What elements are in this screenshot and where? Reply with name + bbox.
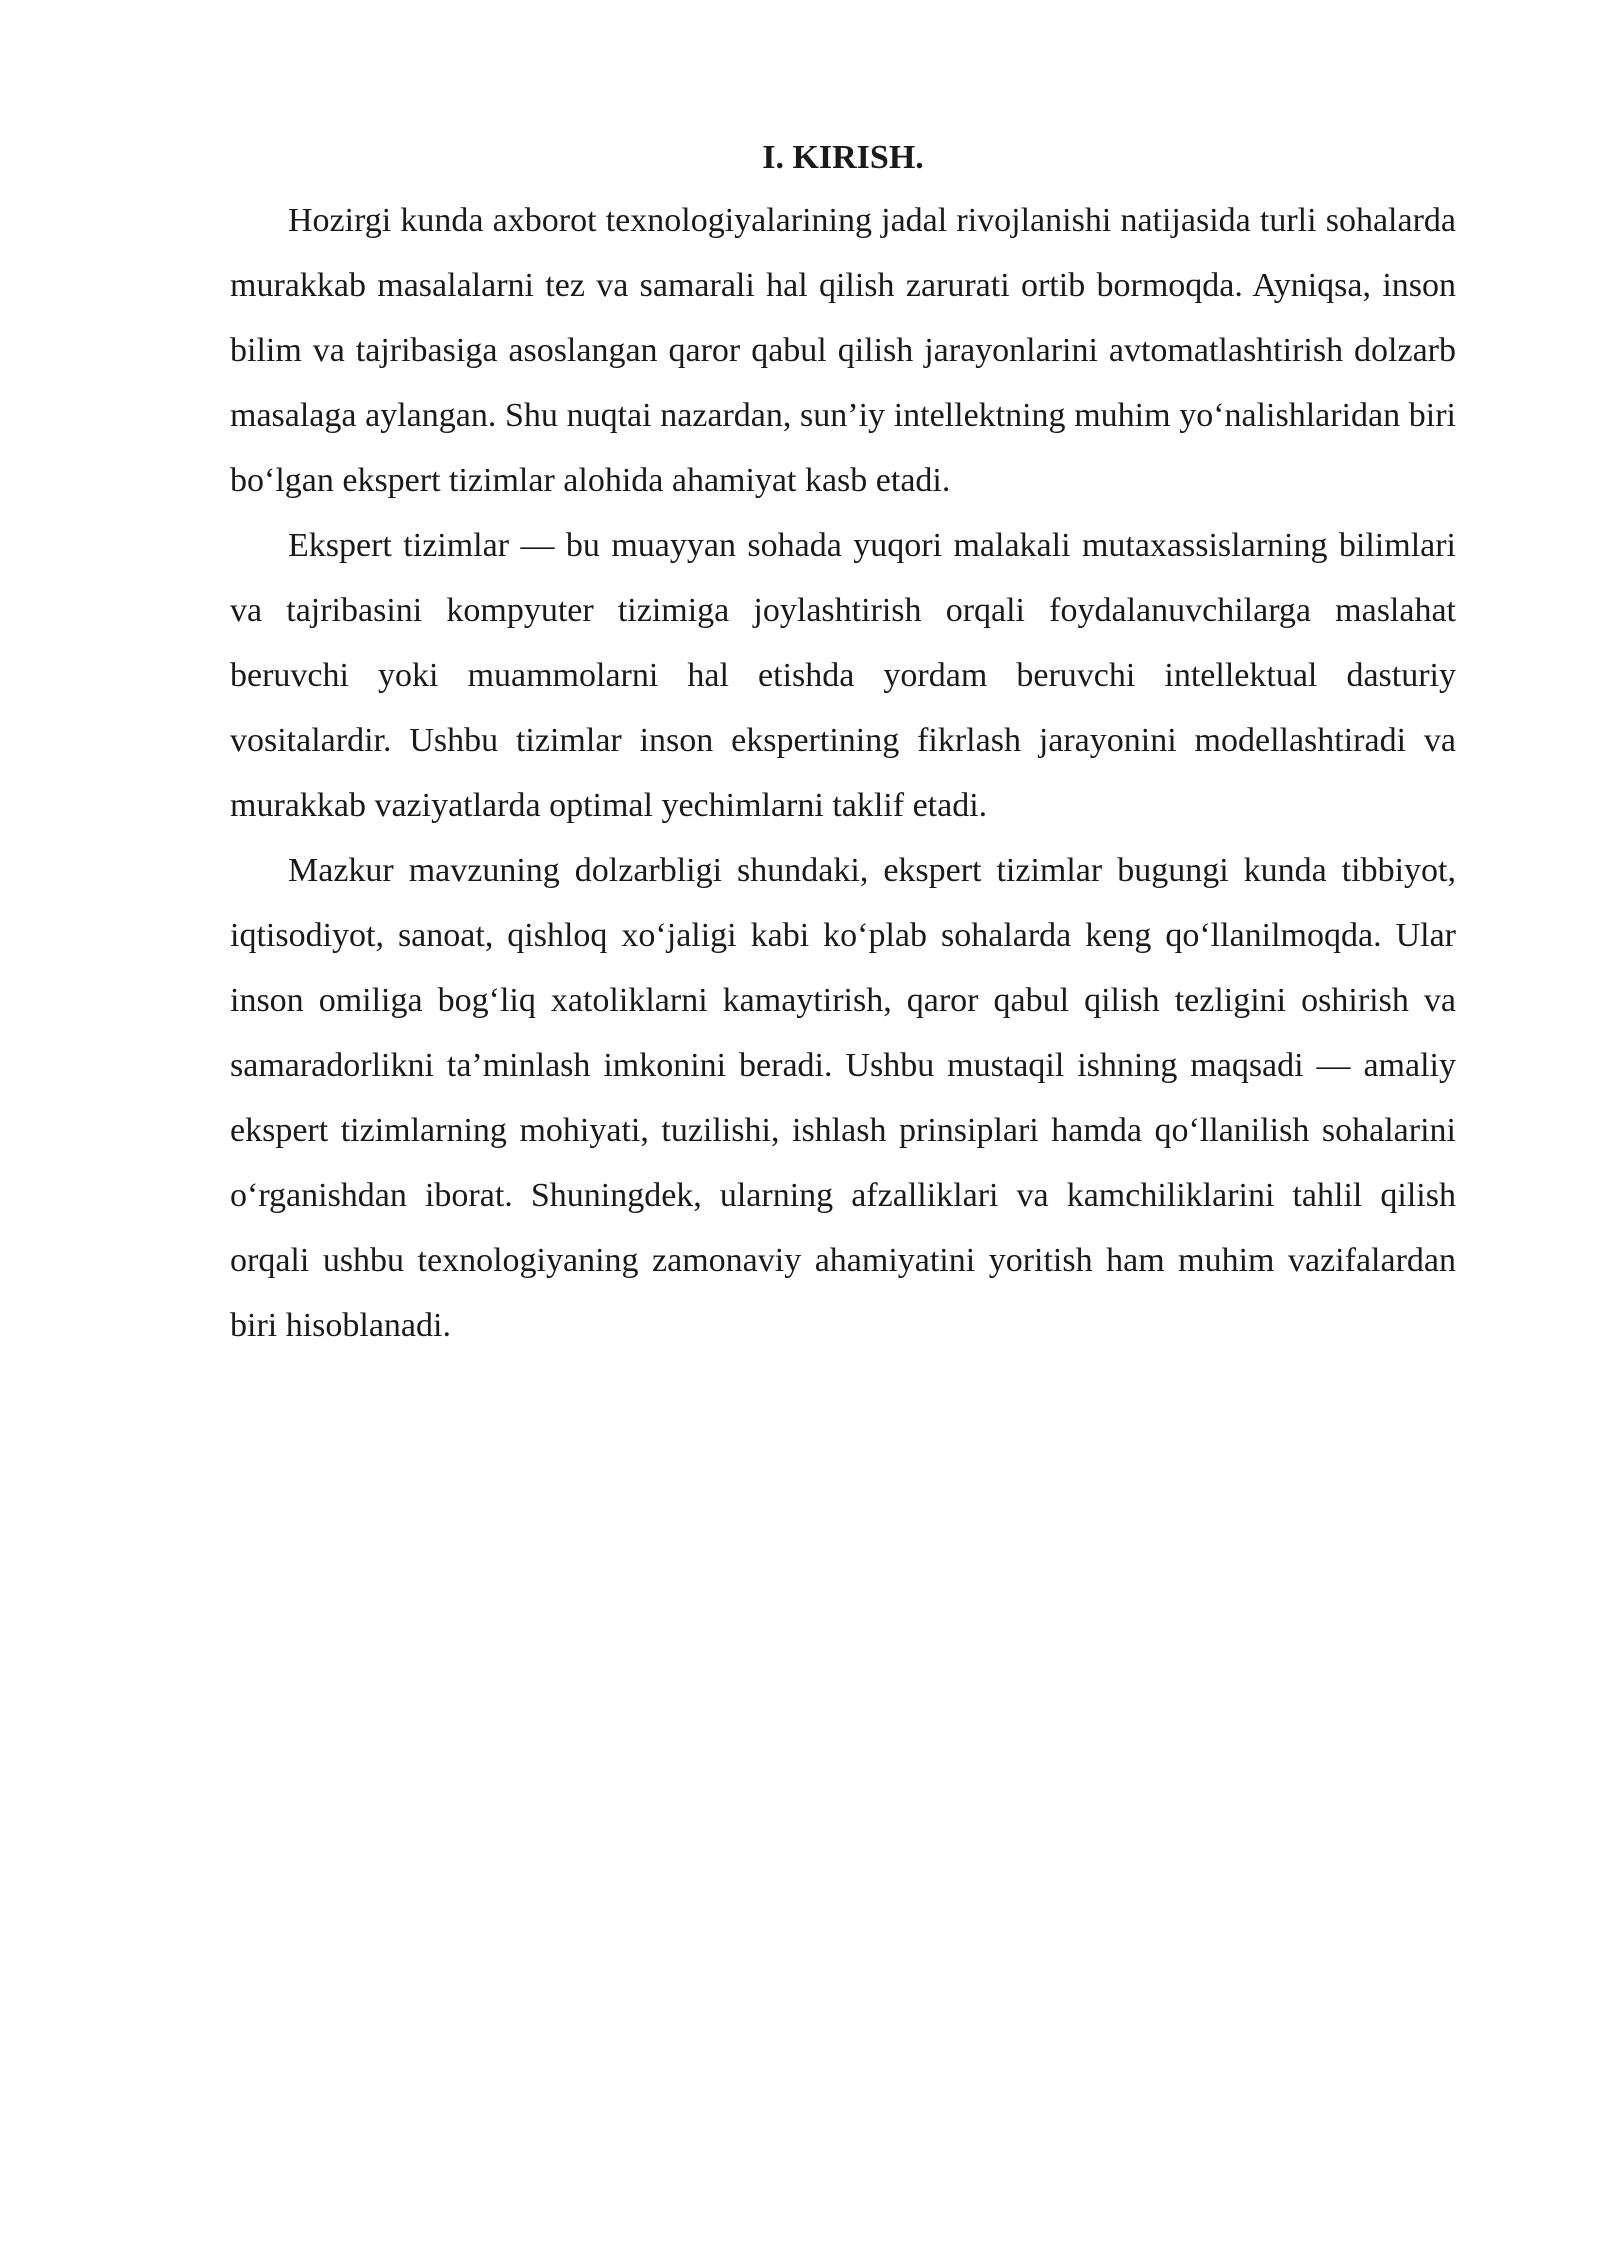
document-body [230,128,1456,1358]
paragraph-2: Ekspert tizimlar — bu muayyan sohada yuqori malakali mutaxassislarning bilimlari va tajribasini kompyuter tizimiga joylashtirish orqali foydalanuvchilarga maslahat beruvchi yoki muammolarni hal etishda yordam beruvchi intellektual dasturiy vositalardir. Ushbu tizimlar inson ekspertining fikrlash jarayonini modellashtiradi va murakkab vaziyatlarda optimal yechimlarni taklif etadi. [230,527,1456,824]
section-heading: I. KIRISH. [762,139,924,176]
paragraph-3: Mazkur mavzuning dolzarbligi shundaki, ekspert tizimlar bugungi kunda tibbiyot, iqtisodiyot, sanoat, qishloq xo‘jaligi kabi ko‘plab sohalarda keng qo‘llanilmoqda. Ular inson omiliga bog‘liq xatoliklarni kamaytirish, qaror qabul qilish tezligini oshirish va samaradorlikni ta’minlash imkonini beradi. Ushbu mustaqil ishning maqsadi — amaliy ekspert tizimlarning mohiyati, tuzilishi, ishlash prinsiplari hamda qo‘llanilish sohalarini o‘rganishdan iborat. Shuningdek, ularning afzalliklari va kamchiliklarini tahlil qilish orqali ushbu texnologiyaning zamonaviy ahamiyatini yoritish ham muhim vazifalardan biri hisoblanadi. [230,852,1456,1344]
paragraph-1: Hozirgi kunda axborot texnologiyalarining jadal rivojlanishi natijasida turli sohalarda murakkab masalalarni tez va samarali hal qilish zarurati ortib bormoqda. Ayniqsa, inson bilim va tajribasiga asoslangan qaror qabul qilish jarayonlarini avtomatlashtirish dolzarb masalaga aylangan. Shu nuqtai nazardan, sun’iy intellektning muhim yo‘nalishlaridan biri bo‘lgan ekspert tizimlar alohida ahamiyat kasb etadi. [230,202,1456,499]
